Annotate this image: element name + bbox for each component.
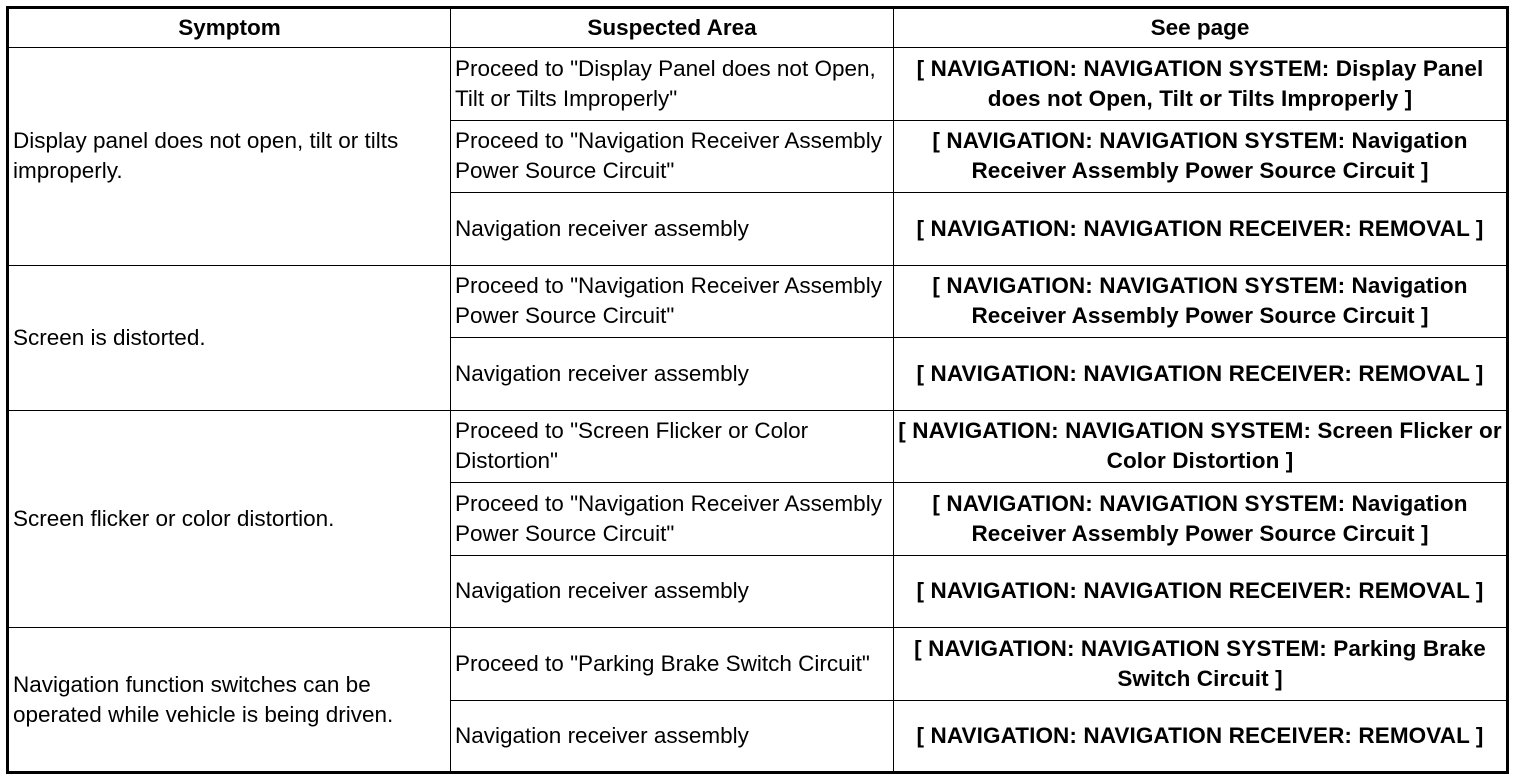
see-page-link[interactable]: [ NAVIGATION: NAVIGATION RECEIVER: REMOVAL ] [894,338,1508,411]
suspected-area-cell: Proceed to "Navigation Receiver Assembly Power Source Circuit" [451,483,894,556]
header-row [8,8,1508,48]
symptom-cell: Screen is distorted. [8,265,451,410]
suspected-area-cell: Navigation receiver assembly [451,555,894,628]
symptom-cell: Screen flicker or color distortion. [8,410,451,628]
see-page-link[interactable]: [ NAVIGATION: NAVIGATION RECEIVER: REMOVAL ] [894,700,1508,773]
see-page-link[interactable]: [ NAVIGATION: NAVIGATION SYSTEM: Screen Flicker or Color Distortion ] [894,410,1508,483]
header-symptom: Symptom [8,8,451,48]
symptom-table [6,6,1509,774]
suspected-area-cell: Proceed to "Screen Flicker or Color Distortion" [451,410,894,483]
suspected-area-cell: Proceed to "Display Panel does not Open, Tilt or Tilts Improperly" [451,48,894,121]
table-row [8,265,1508,338]
header-see-page: See page [894,8,1508,48]
see-page-link[interactable]: [ NAVIGATION: NAVIGATION SYSTEM: Navigation Receiver Assembly Power Source Circuit ] [894,120,1508,193]
symptom-cell: Display panel does not open, tilt or tilts improperly. [8,48,451,266]
table-row [8,628,1508,701]
suspected-area-cell: Proceed to "Navigation Receiver Assembly Power Source Circuit" [451,265,894,338]
see-page-link[interactable]: [ NAVIGATION: NAVIGATION SYSTEM: Parking Brake Switch Circuit ] [894,628,1508,701]
suspected-area-cell: Proceed to "Navigation Receiver Assembly Power Source Circuit" [451,120,894,193]
see-page-link[interactable]: [ NAVIGATION: NAVIGATION SYSTEM: Navigation Receiver Assembly Power Source Circuit ] [894,483,1508,556]
symptom-cell: Navigation function switches can be operated while vehicle is being driven. [8,628,451,773]
see-page-link[interactable]: [ NAVIGATION: NAVIGATION SYSTEM: Display Panel does not Open, Tilt or Tilts Improperly ] [894,48,1508,121]
header-suspected-area: Suspected Area [451,8,894,48]
see-page-link[interactable]: [ NAVIGATION: NAVIGATION SYSTEM: Navigation Receiver Assembly Power Source Circuit ] [894,265,1508,338]
suspected-area-cell: Navigation receiver assembly [451,338,894,411]
table-row [8,48,1508,121]
suspected-area-cell: Proceed to "Parking Brake Switch Circuit" [451,628,894,701]
see-page-link[interactable]: [ NAVIGATION: NAVIGATION RECEIVER: REMOVAL ] [894,193,1508,266]
table-row [8,410,1508,483]
suspected-area-cell: Navigation receiver assembly [451,700,894,773]
see-page-link[interactable]: [ NAVIGATION: NAVIGATION RECEIVER: REMOVAL ] [894,555,1508,628]
suspected-area-cell: Navigation receiver assembly [451,193,894,266]
